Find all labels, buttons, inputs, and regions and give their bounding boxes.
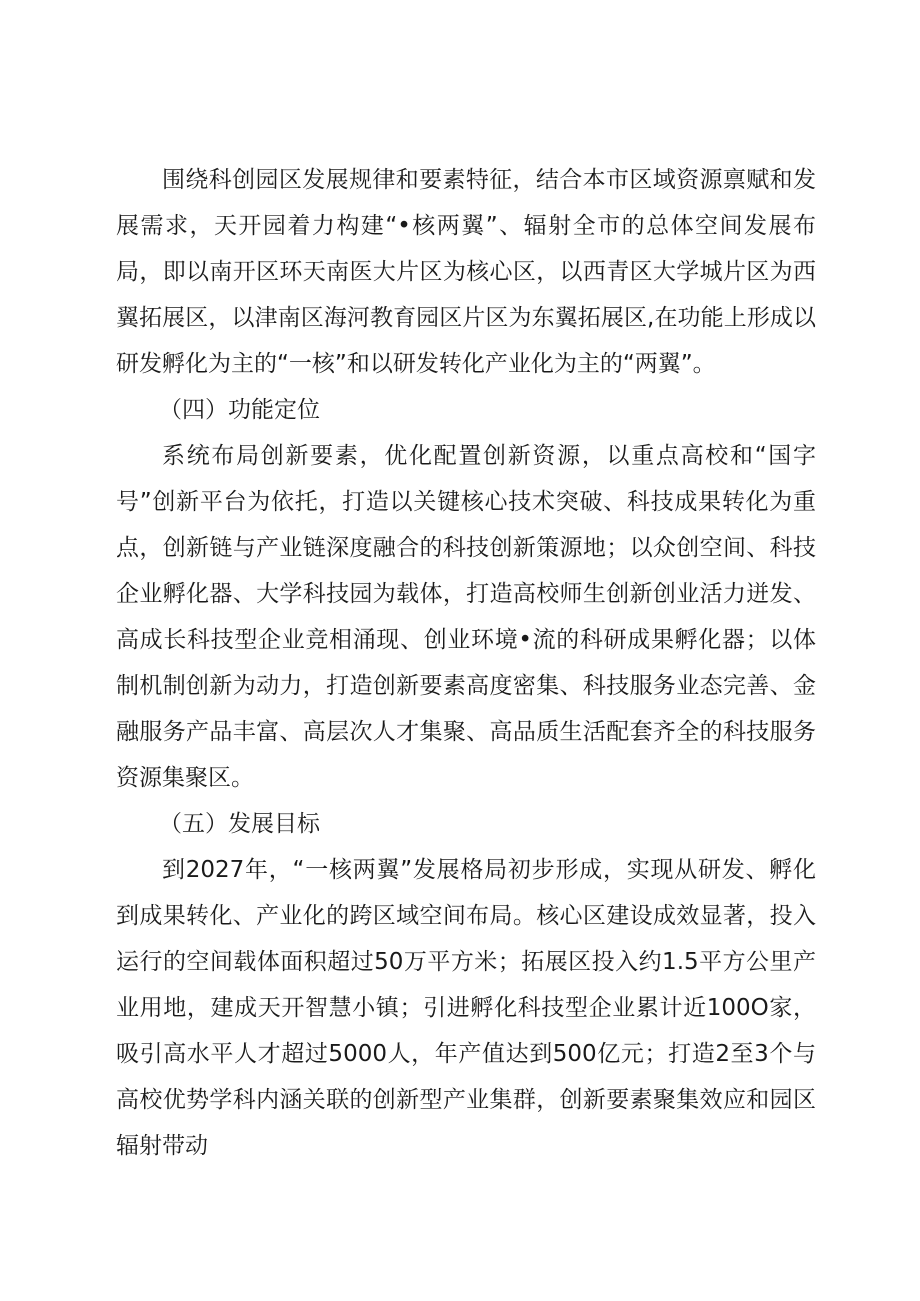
paragraph-function-positioning: 系统布局创新要素，优化配置创新资源，以重点高校和“国字号”创新平台为依托，打造以关键核心技术突破、科技成果转化为重点，创新链与产业链深度融合的科技创新策源地；以众创空间、科技企业孵化器、大学科技园为载体，打造高校师生创新创业活力迸发、高成长科技型企业竞相涌现、创业环境•流的科研成果孵化器；以体制机制创新为动力，打造创新要素高度密集、科技服务业态完善、金融服务产品丰富、高层次人才集聚、高品质生活配套齐全的科技服务资源集聚区。 — [116, 443, 816, 791]
paragraph-spatial-layout: 围绕科创园区发展规律和要素特征，结合本市区域资源禀赋和发展需求，天开园着力构建“•核两翼”、辐射全市的总体空间发展布局，即以南开区环天南医大片区为核心区，以西青区大学城片区为西翼拓展区，以津南区海河教育园区片区为东翼拓展区,在功能上形成以研发孵化为主的“一核”和以研发转化产业化为主的“两翼”。 — [116, 167, 816, 377]
document-body — [116, 157, 816, 1169]
paragraph-development-goals: 到2027年，“一核两翼”发展格局初步形成，实现从研发、孵化到成果转化、产业化的跨区域空间布局。核心区建设成效显著，投入运行的空间载体面积超过50万平方米；拓展区投入约1.5平方公里产业用地，建成天开智慧小镇；引进孵化科技型企业累计近100O家，吸引高水平人才超过5000人，年产值达到500亿元；打造2至3个与高校优势学科内涵关联的创新型产业集群，创新要素聚集效应和园区辐射带动 — [116, 857, 816, 1159]
section-heading-development-goals: （五）发展目标 — [159, 811, 320, 837]
section-heading-function-positioning: （四）功能定位 — [159, 397, 320, 423]
